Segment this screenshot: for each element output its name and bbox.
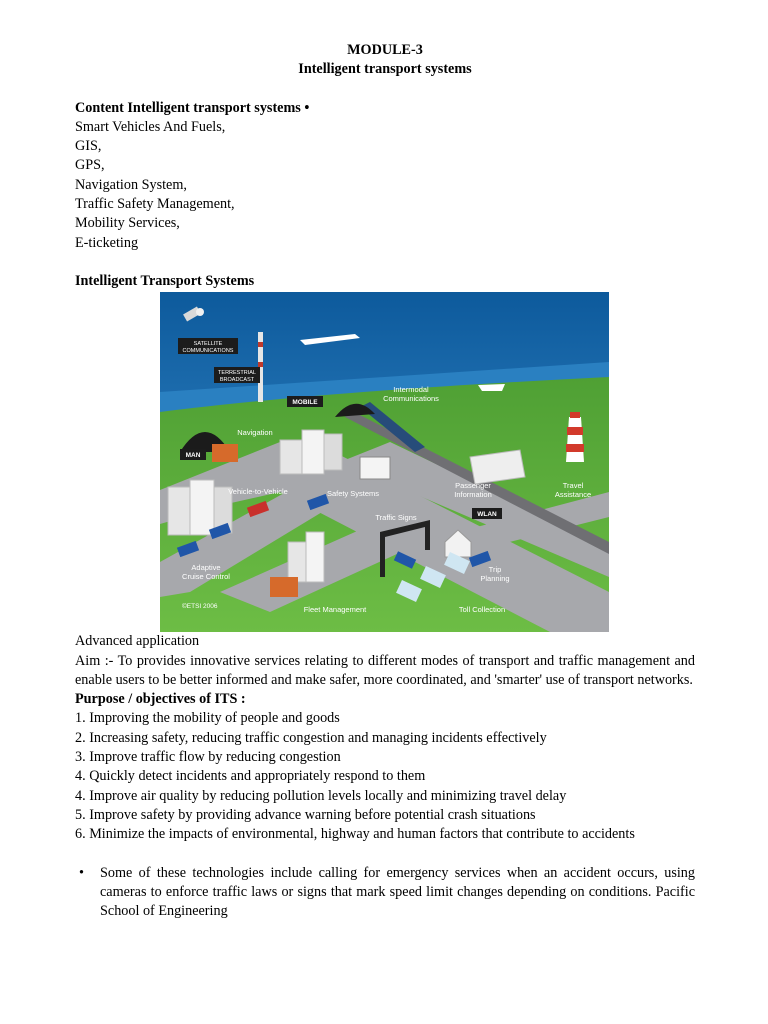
- aim-line: Aim :- To provides innovative services relating to different modes of transport and traffic management and: [75, 652, 695, 669]
- objective-item: 6. Minimize the impacts of environmental, highway and human factors that contribute to accidents: [75, 826, 635, 843]
- bullet-line: School of Engineering: [100, 903, 228, 920]
- bullet-symbol: •: [79, 864, 84, 881]
- fig-label-trip: Trip: [488, 565, 502, 575]
- bus-icon: [360, 457, 390, 479]
- module-title: Intelligent transport systems: [298, 61, 472, 78]
- content-item: Smart Vehicles And Fuels,: [75, 118, 226, 135]
- its-illustration: [160, 292, 609, 632]
- fig-label-v2v: Vehicle-to-Vehicle: [228, 487, 288, 497]
- fig-label-travel: Travel: [562, 481, 584, 491]
- truck-icon: [270, 577, 298, 597]
- objective-item: 4. Quickly detect incidents and appropriately respond to them: [75, 768, 426, 785]
- objective-item: 2. Increasing safety, reducing traffic congestion and managing incidents effectively: [75, 729, 547, 746]
- content-item: Mobility Services,: [75, 215, 180, 232]
- objectives-list: [75, 709, 695, 844]
- its-heading: Intelligent Transport Systems: [75, 272, 255, 289]
- truck-icon: [212, 444, 238, 462]
- fig-label-wlan: WLAN: [477, 511, 497, 519]
- content-item: Traffic Safety Management,: [75, 196, 235, 213]
- objective-item: 4. Improve air quality by reducing pollution levels locally and minimizing travel delay: [75, 787, 567, 804]
- fig-label-mobile: MOBILE: [292, 399, 318, 407]
- content-item: E-ticketing: [75, 234, 139, 251]
- content-heading: Content Intelligent transport systems •: [75, 99, 310, 116]
- fig-label-fleet: Fleet Management: [303, 605, 367, 615]
- fig-label-man: MAN: [185, 452, 201, 460]
- fig-label-satellite: SATELLITE: [193, 341, 223, 348]
- fig-label-passenger-2: Information: [454, 490, 492, 500]
- fig-label-navigation: Navigation: [237, 428, 273, 438]
- content-item: GIS,: [75, 138, 102, 155]
- fig-label-adaptive: Adaptive: [191, 563, 221, 573]
- fig-label-passenger: Passenger: [455, 481, 491, 491]
- fig-label-adaptive-2: Cruise Control: [182, 572, 230, 582]
- bullet-list: [75, 864, 695, 922]
- content-item: GPS,: [75, 157, 105, 174]
- aim-line: enable users to be better informed and make safer, more coordinated, and 'smarter' use of transport networks.: [75, 671, 693, 688]
- bullet-line: cameras to enforce traffic laws or signs that mark speed limit changes depending on conditions. Pacific: [100, 883, 695, 900]
- ship-icon: [478, 384, 505, 391]
- objective-item: 3. Improve traffic flow by reducing congestion: [75, 749, 341, 766]
- fig-label-broadcast: BROADCAST: [219, 377, 255, 384]
- objective-item: 1. Improving the mobility of people and goods: [75, 710, 340, 727]
- objective-item: 5. Improve safety by providing advance warning before potential crash situations: [75, 806, 536, 823]
- advanced-application: Advanced application: [75, 633, 200, 650]
- fig-label-intermodal: Intermodal: [393, 385, 429, 395]
- bullet-line: Some of these technologies include calling for emergency services when an accident occurs, using: [100, 864, 695, 881]
- fig-label-terrestrial: TERRESTRIAL: [218, 370, 256, 377]
- fig-copyright: ©ETSI 2006: [182, 603, 218, 611]
- its-diagram: [160, 292, 609, 632]
- document-page: [75, 41, 695, 921]
- fig-label-satellite-2: COMMUNICATIONS: [182, 348, 234, 355]
- purpose-heading: Purpose / objectives of ITS :: [75, 691, 246, 708]
- module-number: MODULE-3: [347, 42, 423, 58]
- fig-label-safety: Safety Systems: [326, 489, 380, 499]
- fig-label-traffic-signs: Traffic Signs: [375, 513, 417, 523]
- fig-label-travel-2: Assistance: [554, 490, 592, 500]
- bullet-item: [75, 864, 695, 922]
- content-list: [75, 118, 695, 253]
- fig-label-toll: Toll Collection: [458, 605, 506, 615]
- fig-label-intermodal-2: Communications: [383, 394, 439, 404]
- fig-label-trip-2: Planning: [480, 574, 510, 584]
- content-item: Navigation System,: [75, 176, 187, 193]
